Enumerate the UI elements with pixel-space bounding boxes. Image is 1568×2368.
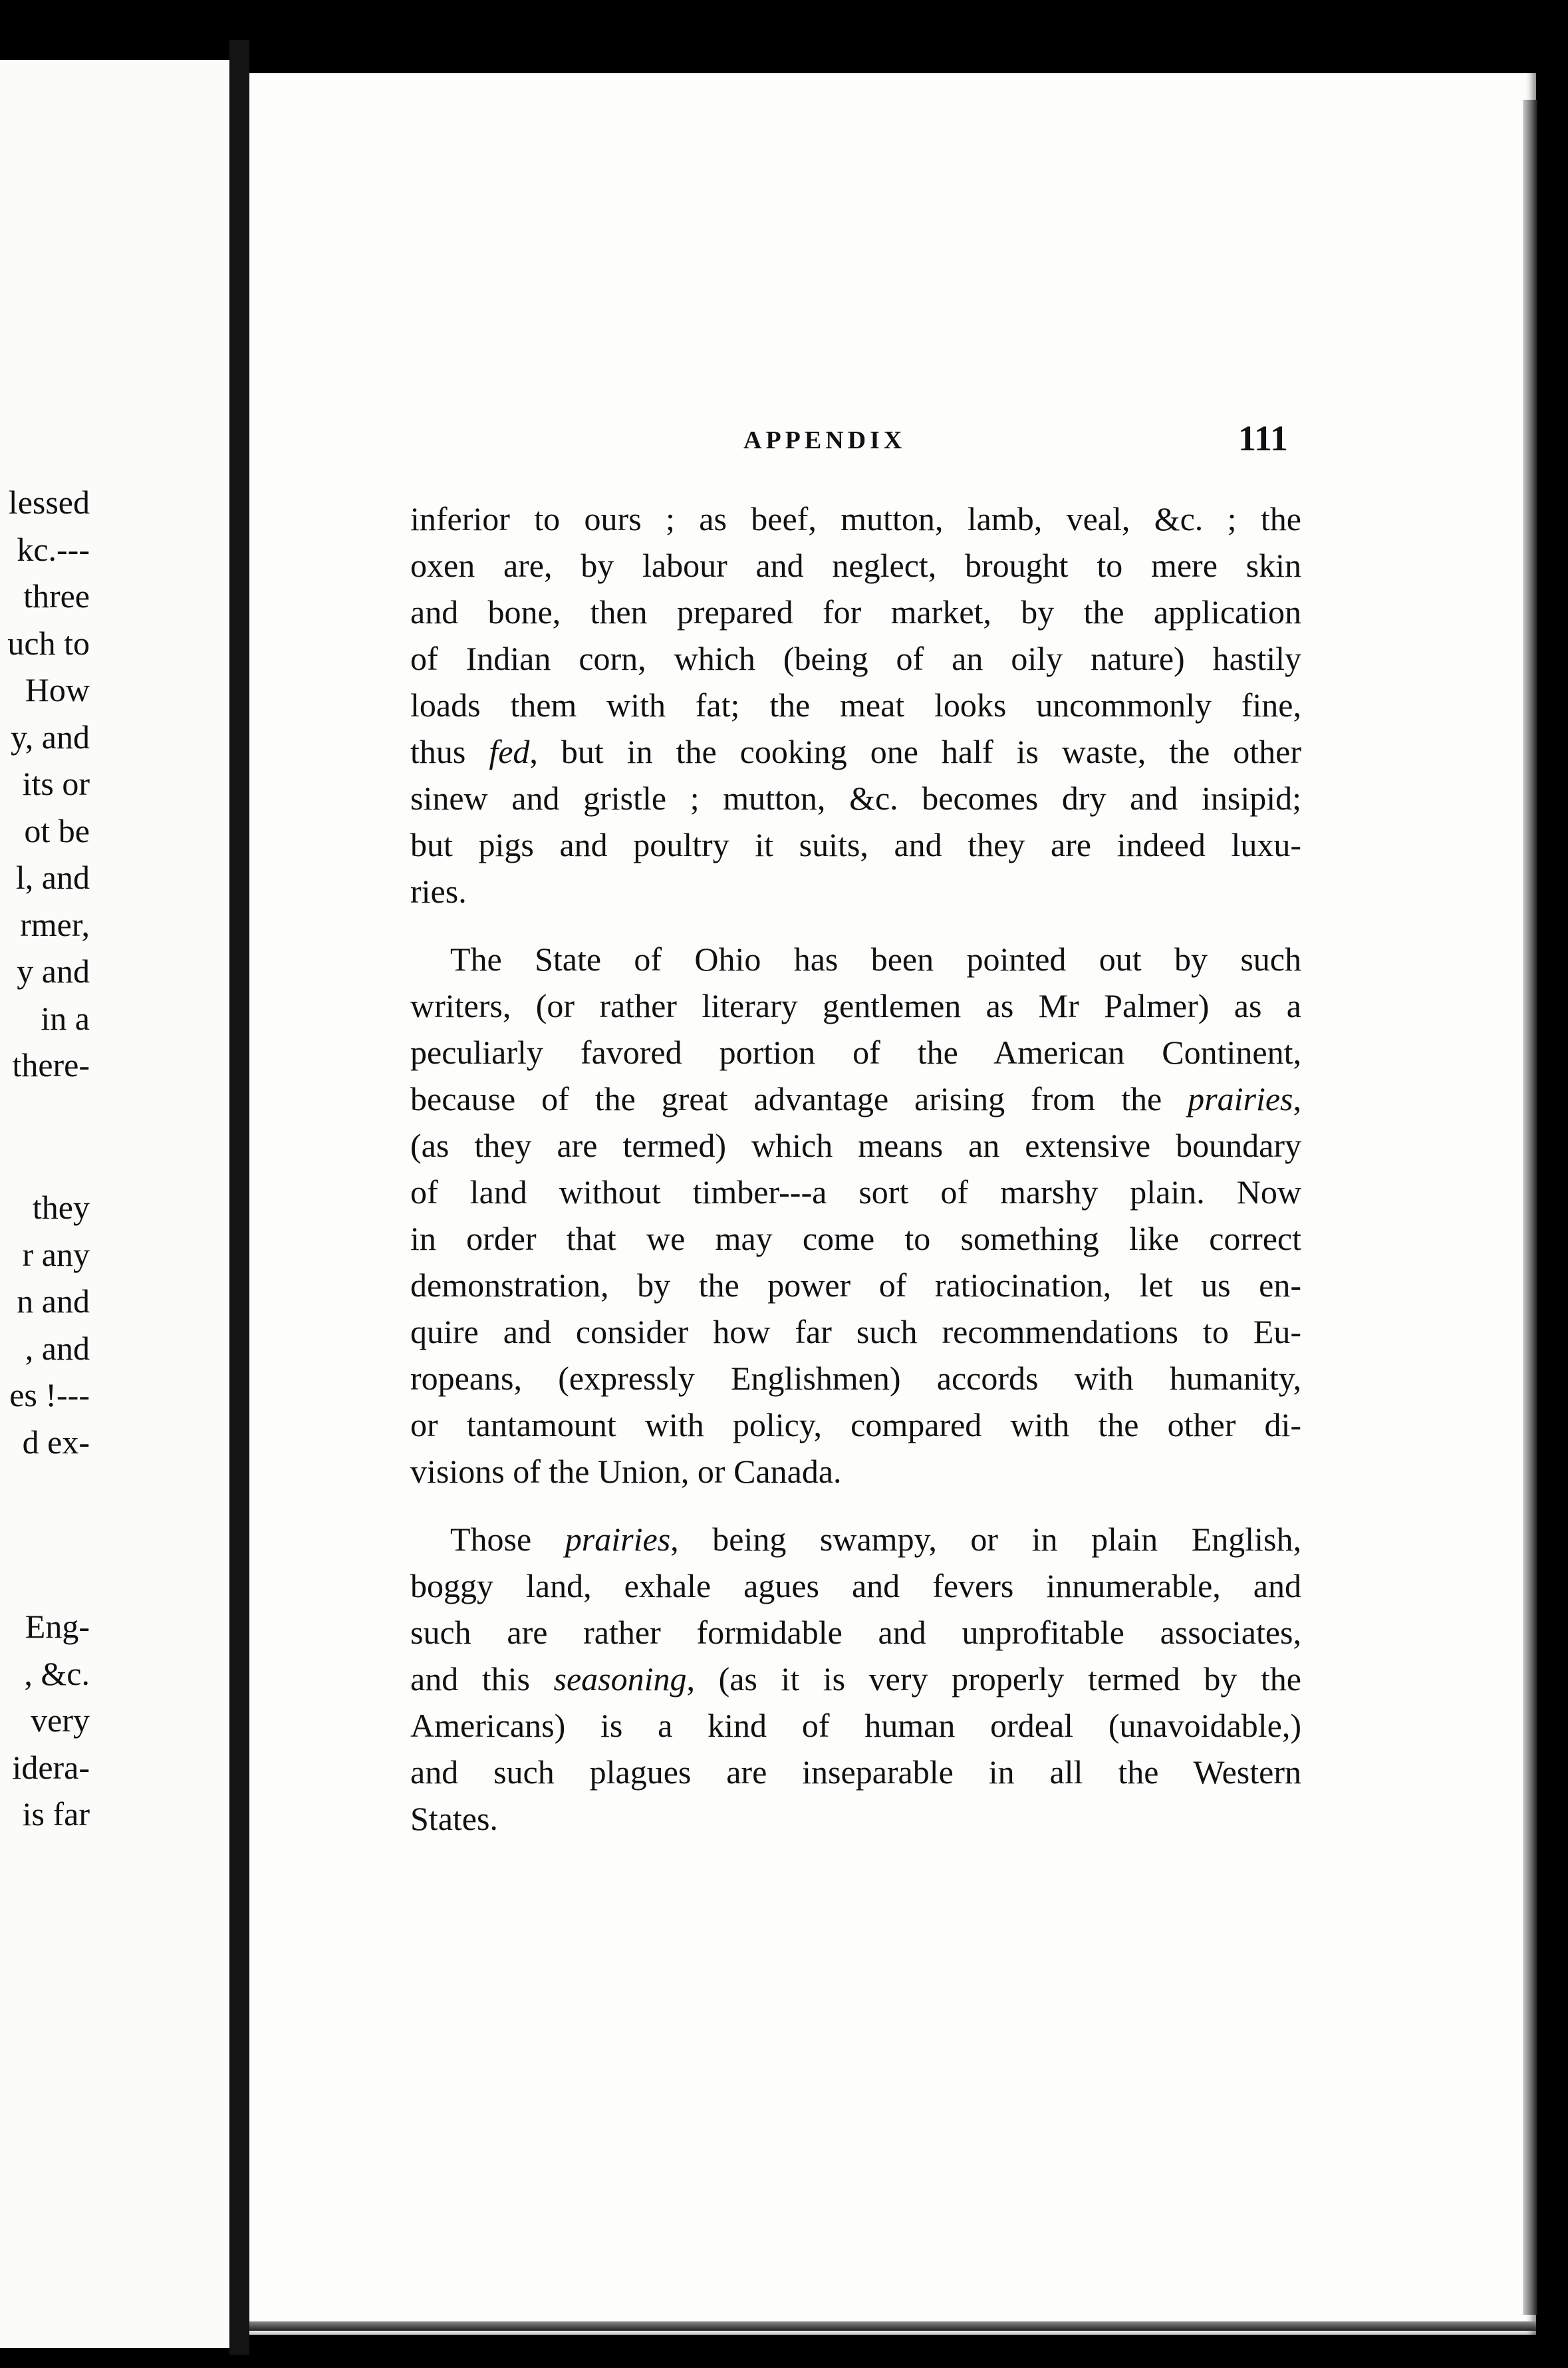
left-fragment-line: l, and — [15, 859, 90, 896]
italic-word: seasoning — [553, 1660, 687, 1698]
body-text — [410, 496, 1301, 1842]
left-fragment-line: they — [32, 1189, 90, 1226]
text-line: sinew and gristle ; mutton, &c. becomes dry and insipid; — [410, 780, 1301, 817]
left-fragment-line: y and — [17, 953, 90, 990]
left-fragment-line: Eng- — [25, 1608, 90, 1645]
text-line: States. — [410, 1800, 498, 1837]
left-fragment-line: r any — [22, 1235, 90, 1273]
left-fragment-line: three — [23, 577, 90, 615]
left-fragment-line: there- — [12, 1046, 90, 1084]
text-line: loads them with fat; the meat looks uncommonly fine, — [410, 686, 1301, 724]
paragraph-gap — [410, 915, 1301, 936]
text-line: (as they are termed) which means an extensive boundary — [410, 1127, 1301, 1164]
text-line: of land without timber---a sort of marshy plain. Now — [410, 1173, 1301, 1211]
left-page-fragment-block-2 — [0, 1184, 90, 1465]
text-line: writers, (or rather literary gentlemen as Mr Palmer) as a — [410, 987, 1301, 1024]
left-page-fragment-block-1 — [0, 479, 90, 1089]
left-fragment-line: rmer, — [20, 905, 90, 943]
left-fragment-line: , and — [25, 1329, 90, 1367]
left-page — [0, 60, 229, 2348]
text-line: inferior to ours ; as beef, mutton, lamb, veal, &c. ; the — [410, 500, 1301, 537]
left-fragment-line: is far — [22, 1795, 90, 1833]
left-fragment-line: in a — [41, 999, 90, 1037]
paragraph — [410, 1516, 1301, 1842]
left-fragment-line: kc.--- — [17, 530, 90, 568]
text-line: and such plagues are inseparable in all the Western — [410, 1753, 1301, 1791]
text-line: because of the great advantage arising from the prairies, — [410, 1080, 1301, 1117]
text-line: ropeans, (expressly Englishmen) accords with humanity, — [410, 1360, 1301, 1397]
left-fragment-line: es !--- — [9, 1376, 90, 1413]
italic-word: prairies — [1188, 1080, 1293, 1117]
paragraph — [410, 936, 1301, 1495]
left-fragment-line: idera- — [12, 1748, 90, 1786]
italic-word: fed — [489, 733, 530, 770]
left-fragment-line: d ex- — [22, 1423, 90, 1461]
page-bottom-edge — [249, 2321, 1536, 2331]
page-number: 111 — [1238, 418, 1289, 458]
left-fragment-line: very — [31, 1702, 90, 1739]
left-fragment-line: How — [25, 671, 90, 708]
left-fragment-line: lessed — [8, 484, 90, 521]
text-line: The State of Ohio has been pointed out by such — [450, 941, 1301, 978]
paragraph — [410, 496, 1301, 915]
running-head: APPENDIX — [743, 426, 906, 454]
left-fragment-line: n and — [17, 1282, 90, 1320]
left-fragment-line: y, and — [11, 718, 90, 756]
text-line: demonstration, by the power of ratiocination, let us en- — [410, 1266, 1301, 1304]
book-gutter — [229, 40, 249, 2355]
left-fragment-line: ot be — [24, 812, 90, 849]
text-line: quire and consider how far such recommendations to Eu- — [410, 1313, 1301, 1350]
text-line: such are rather formidable and unprofitable associates, — [410, 1614, 1301, 1651]
text-line: peculiarly favored portion of the American Continent, — [410, 1034, 1301, 1071]
left-page-fragment-block-3 — [0, 1603, 90, 1838]
text-line: visions of the Union, or Canada. — [410, 1453, 842, 1490]
text-line: and this seasoning, (as it is very properly termed by the — [410, 1660, 1301, 1698]
left-fragment-line: its or — [22, 765, 90, 802]
left-fragment-line: , &c. — [24, 1654, 90, 1692]
text-line: or tantamount with policy, compared with the other di- — [410, 1406, 1301, 1443]
text-line: of Indian corn, which (being of an oily nature) hastily — [410, 640, 1301, 677]
text-line: oxen are, by labour and neglect, brought to mere skin — [410, 547, 1301, 584]
text-line: ries. — [410, 873, 467, 910]
left-fragment-line: uch to — [7, 624, 90, 662]
page-edge-shadow — [1523, 100, 1537, 2315]
paragraph-gap — [410, 1495, 1301, 1516]
text-line: Those prairies, being swampy, or in plain English, — [450, 1521, 1301, 1558]
text-line: in order that we may come to something like correct — [410, 1220, 1301, 1257]
text-line: but pigs and poultry it suits, and they are indeed luxu- — [410, 826, 1301, 863]
text-line: and bone, then prepared for market, by the application — [410, 593, 1301, 631]
italic-word: prairies — [565, 1521, 671, 1558]
text-line: boggy land, exhale agues and fevers innumerable, and — [410, 1567, 1301, 1604]
text-line: Americans) is a kind of human ordeal (unavoidable,) — [410, 1707, 1301, 1744]
text-line: thus fed, but in the cooking one half is waste, the other — [410, 733, 1301, 770]
